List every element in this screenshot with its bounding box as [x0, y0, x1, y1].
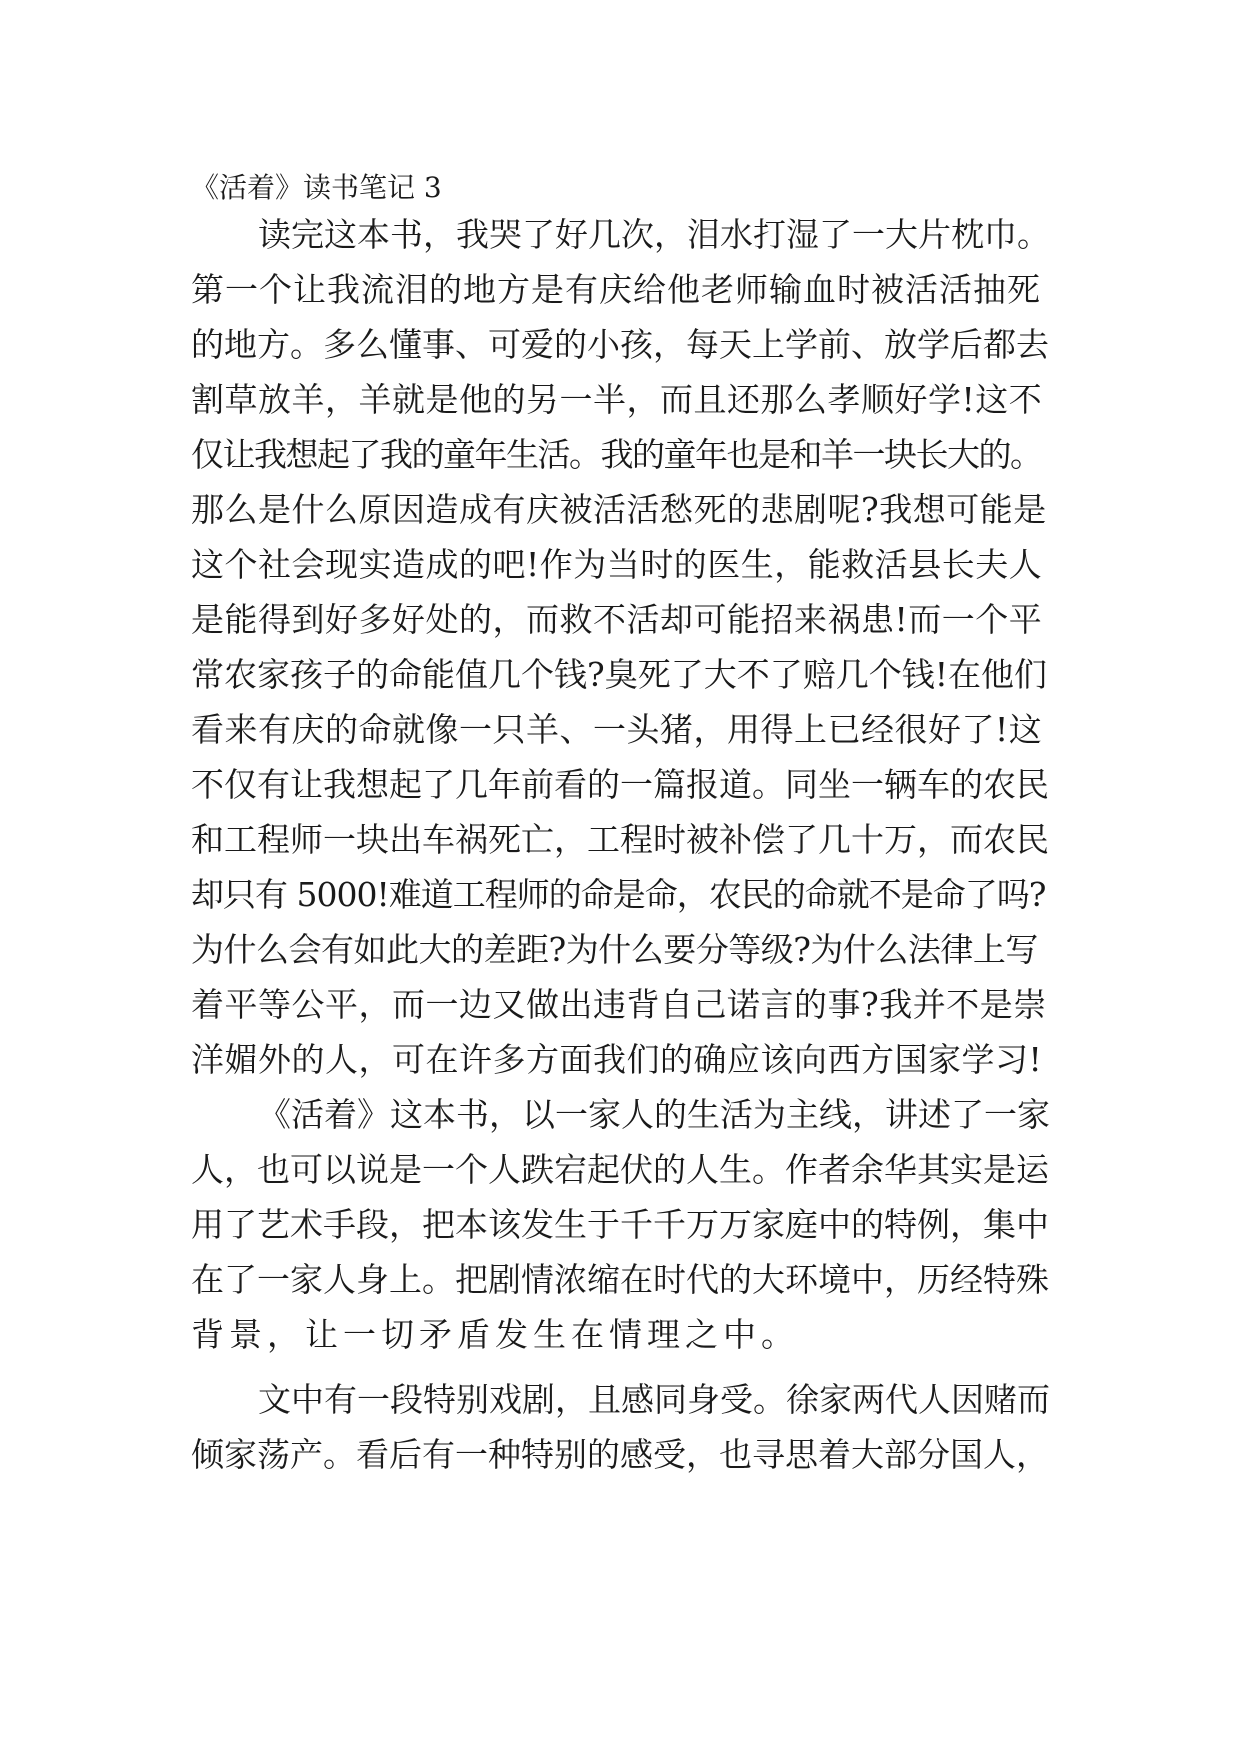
paragraph-3-line-1: 文中有一段特别戏剧，且感同身受。徐家两代人因赌而	[258, 1380, 1050, 1419]
paragraph-1-line-5: 仅让我想起了我的童年生活。我的童年也是和羊一块长大的。	[191, 435, 1042, 474]
paragraph-1-line-2: 第一个让我流泪的地方是有庆给他老师输血时被活活抽死	[191, 270, 1041, 309]
paragraph-1-line-11: 不仅有让我想起了几年前看的一篇报道。同坐一辆车的农民	[191, 765, 1049, 804]
paragraph-2-line-4: 在了一家人身上。把剧情浓缩在时代的大环境中，历经特殊	[191, 1260, 1049, 1299]
paragraph-1-line-10: 看来有庆的命就像一只羊、一头猪，用得上已经很好了!这	[191, 710, 1043, 749]
paragraph-1-line-15: 着平等公平，而一边又做出违背自己诺言的事?我并不是崇	[191, 985, 1047, 1024]
document-title: 《活着》读书笔记 3	[191, 171, 442, 204]
paragraph-1-line-3: 的地方。多么懂事、可爱的小孩，每天上学前、放学后都去	[191, 325, 1049, 364]
paragraph-2-line-3: 用了艺术手段，把本该发生于千千万万家庭中的特例，集中	[191, 1205, 1049, 1244]
paragraph-1-line-4: 割草放羊，羊就是他的另一半，而且还那么孝顺好学!这不	[191, 380, 1043, 419]
paragraph-1-line-1: 读完这本书，我哭了好几次，泪水打湿了一大片枕巾。	[258, 215, 1050, 254]
paragraph-2-line-1: 《活着》这本书，以一家人的生活为主线，讲述了一家	[258, 1095, 1050, 1134]
paragraph-1-line-6: 那么是什么原因造成有庆被活活愁死的悲剧呢?我想可能是	[191, 490, 1047, 529]
paragraph-1-line-12: 和工程师一块出车祸死亡，工程时被补偿了几十万，而农民	[191, 820, 1049, 859]
paragraph-1-line-14: 为什么会有如此大的差距?为什么要分等级?为什么法律上写	[191, 930, 1038, 969]
paragraph-1-line-16: 洋媚外的人，可在许多方面我们的确应该向西方国家学习!	[191, 1040, 1043, 1079]
paragraph-3-line-2: 倾家荡产。看后有一种特别的感受，也寻思着大部分国人，	[191, 1435, 1049, 1474]
paragraph-2-line-2: 人，也可以说是一个人跌宕起伏的人生。作者余华其实是运	[191, 1150, 1049, 1189]
paragraph-1-line-13: 却只有 5000!难道工程师的命是命，农民的命就不是命了吗?	[191, 875, 1046, 914]
paragraph-1-line-7: 这个社会现实造成的吧!作为当时的医生，能救活县长夫人	[191, 545, 1043, 584]
paragraph-2-line-5: 背景，让一切矛盾发生在情理之中。	[191, 1315, 799, 1354]
paragraph-1-line-9: 常农家孩子的命能值几个钱?臭死了大不了赔几个钱!在他们	[191, 655, 1047, 694]
paragraph-1-line-8: 是能得到好多好处的，而救不活却可能招来祸患!而一个平	[191, 600, 1043, 639]
